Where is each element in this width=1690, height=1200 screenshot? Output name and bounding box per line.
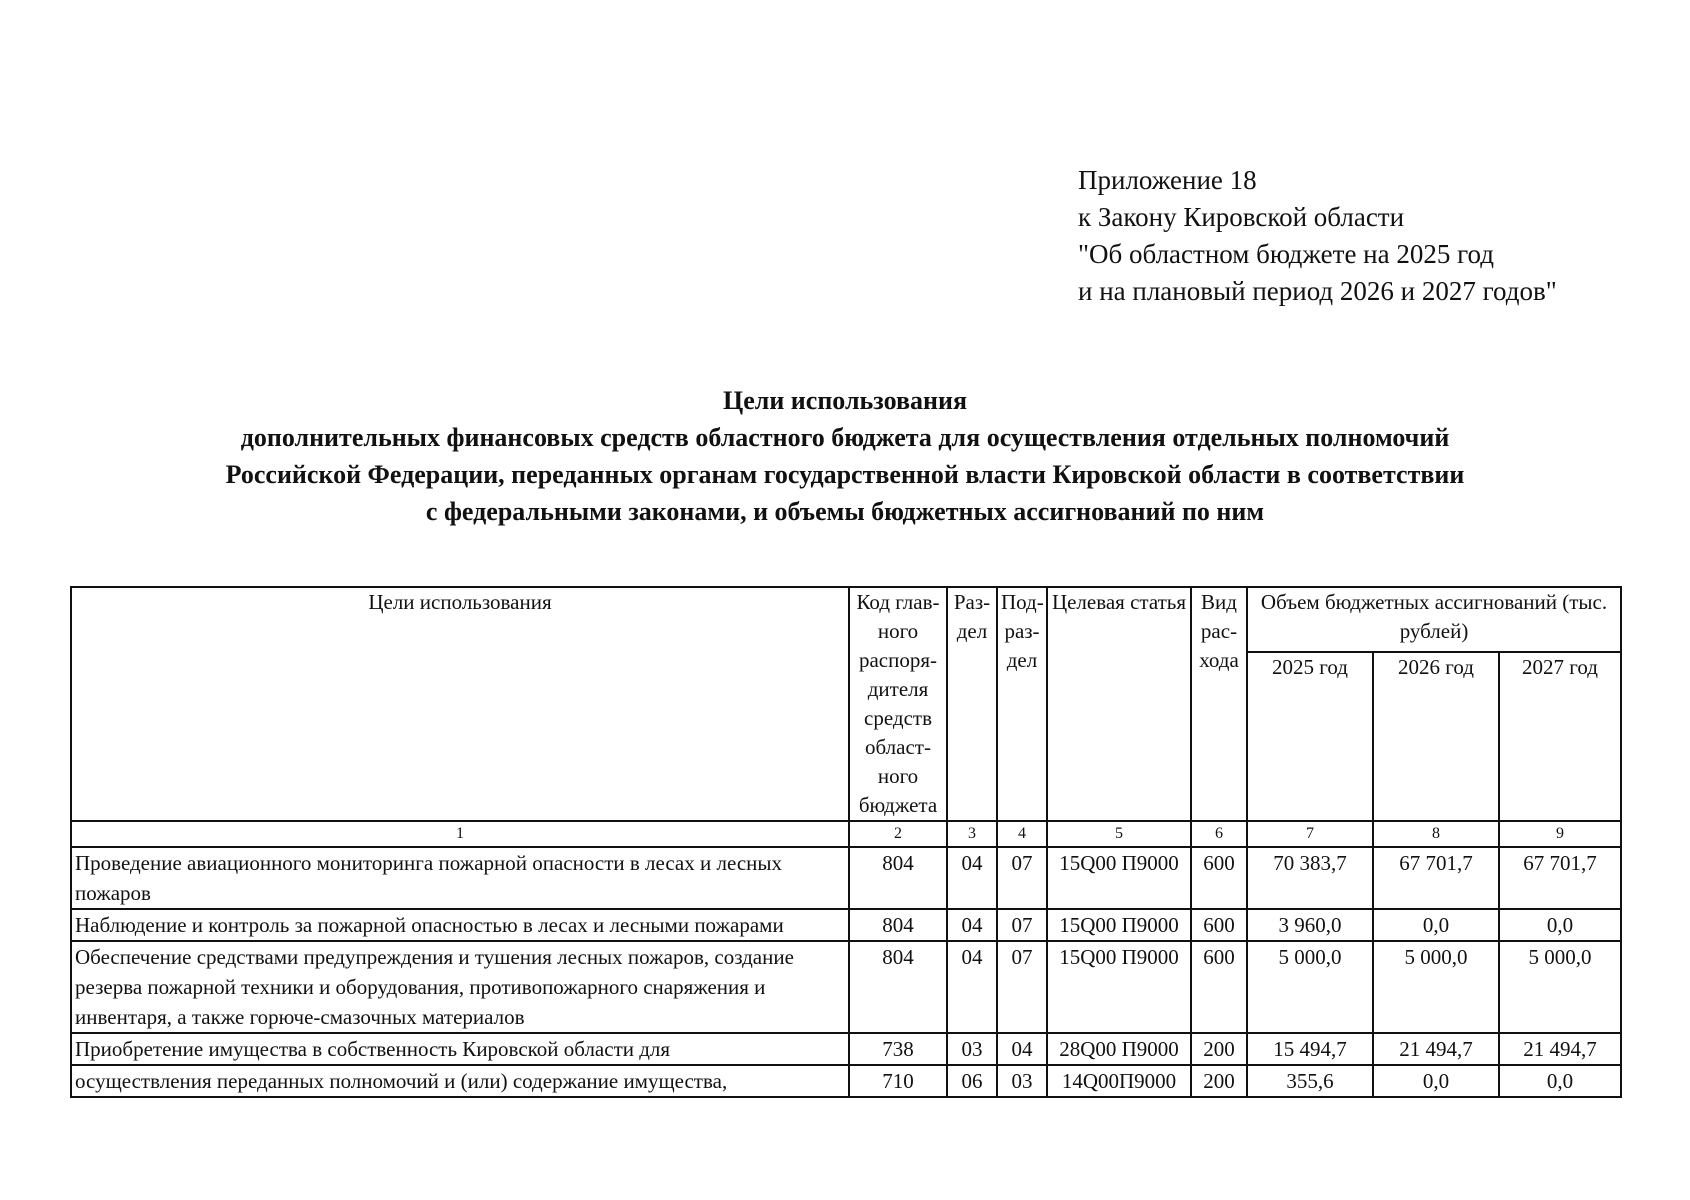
header-2026: 2026 год [1373,652,1499,821]
appendix-line: к Закону Кировской области [1078,202,1405,232]
column-number: 2 [849,821,947,847]
amount-2026-cell: 67 701,7 [1373,847,1499,909]
amount-2025-cell: 15 494,7 [1247,1033,1373,1065]
column-number: 3 [947,821,997,847]
title-line: Российской Федерации, переданных органам государственной власти Кировской области в соответствии [225,460,1465,489]
title-line: дополнительных финансовых средств областного бюджета для осуществления отдельных полномочий [240,423,1450,452]
section-cell: 04 [947,941,997,1033]
kind-cell: 600 [1191,909,1247,941]
header-section: Раз-дел [947,587,997,821]
kind-cell: 200 [1191,1033,1247,1065]
column-number: 8 [1373,821,1499,847]
code-cell: 804 [849,941,947,1033]
target-cell: 15Q00 П9000 [1047,941,1191,1033]
subsection-cell: 07 [997,909,1047,941]
code-cell: 804 [849,909,947,941]
section-cell: 04 [947,847,997,909]
goal-cell: Проведение авиационного мониторинга пожарной опасности в лесах и лесных пожаров [71,847,849,909]
section-cell: 03 [947,1033,997,1065]
goal-cell: осуществления переданных полномочий и (или) содержание имущества, [71,1065,849,1097]
appendix-line: "Об областном бюджете на 2025 год [1078,239,1494,269]
kind-cell: 200 [1191,1065,1247,1097]
amount-2027-cell: 0,0 [1499,1065,1621,1097]
header-volume: Объем бюджетных ассигнований (тыс. рублей) [1247,587,1621,652]
amount-2025-cell: 355,6 [1247,1065,1373,1097]
kind-cell: 600 [1191,941,1247,1033]
column-number: 6 [1191,821,1247,847]
amount-2026-cell: 0,0 [1373,1065,1499,1097]
target-cell: 28Q00 П9000 [1047,1033,1191,1065]
header-2025: 2025 год [1247,652,1373,821]
header-kind: Вид рас-хода [1191,587,1247,821]
appendix-line: Приложение 18 [1078,165,1257,195]
appendix-reference [1078,162,1557,310]
subsection-cell: 03 [997,1065,1047,1097]
goal-cell: Наблюдение и контроль за пожарной опасностью в лесах и лесными пожарами [71,909,849,941]
code-cell: 738 [849,1033,947,1065]
column-number: 9 [1499,821,1621,847]
title-line: Цели использования [722,386,968,415]
section-cell: 06 [947,1065,997,1097]
target-cell: 15Q00 П9000 [1047,909,1191,941]
appendix-line: и на плановый период 2026 и 2027 годов" [1078,276,1557,306]
column-number: 5 [1047,821,1191,847]
table-row [71,847,1621,909]
subsection-cell: 07 [997,941,1047,1033]
goal-cell: Обеспечение средствами предупреждения и тушения лесных пожаров, создание резерва пожарной техники и оборудования, противопожарного снаряжения и инвентаря, а также горюче-смазочных материалов [71,941,849,1033]
table-row [71,1033,1621,1065]
header-code: Код глав-ного распоря-дителя средств област-ного бюджета [849,587,947,821]
amount-2027-cell: 67 701,7 [1499,847,1621,909]
column-number: 4 [997,821,1047,847]
title-line: с федеральными законами, и объемы бюджетных ассигнований по ним [425,497,1265,526]
code-cell: 710 [849,1065,947,1097]
budget-table [70,586,1622,1098]
section-cell: 04 [947,909,997,941]
table-row [71,909,1621,941]
table-row [71,941,1621,1033]
amount-2026-cell: 5 000,0 [1373,941,1499,1033]
column-number: 1 [71,821,849,847]
amount-2025-cell: 70 383,7 [1247,847,1373,909]
kind-cell: 600 [1191,847,1247,909]
target-cell: 15Q00 П9000 [1047,847,1191,909]
amount-2027-cell: 5 000,0 [1499,941,1621,1033]
header-subsection: Под-раз-дел [997,587,1047,821]
amount-2025-cell: 5 000,0 [1247,941,1373,1033]
amount-2026-cell: 21 494,7 [1373,1033,1499,1065]
amount-2027-cell: 0,0 [1499,909,1621,941]
header-target: Целевая статья [1047,587,1191,821]
table-row [71,1065,1621,1097]
amount-2025-cell: 3 960,0 [1247,909,1373,941]
header-2027: 2027 год [1499,652,1621,821]
column-number: 7 [1247,821,1373,847]
amount-2026-cell: 0,0 [1373,909,1499,941]
document-title [60,382,1630,530]
subsection-cell: 04 [997,1033,1047,1065]
header-goals: Цели использования [71,587,849,821]
code-cell: 804 [849,847,947,909]
goal-cell: Приобретение имущества в собственность Кировской области для [71,1033,849,1065]
target-cell: 14Q00П9000 [1047,1065,1191,1097]
subsection-cell: 07 [997,847,1047,909]
amount-2027-cell: 21 494,7 [1499,1033,1621,1065]
